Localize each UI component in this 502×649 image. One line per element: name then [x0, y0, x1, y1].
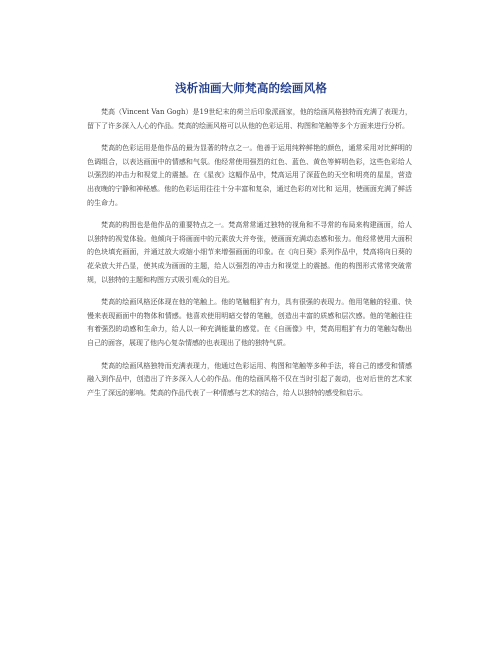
- paragraph-2: 梵高的色彩运用是他作品的最为显著的特点之一。他善于运用纯粹鲜艳的颜色，通常采用对比鲜明的色调组合，以表达画面中的情感和气氛。他经常使用强烈的红色、蓝色、黄色等鲜明色彩，这些色彩给人以强烈的冲击力和视觉上的震撼。在《星夜》这幅作品中，梵高运用了深蓝色的天空和明亮的星星，营造出夜晚的宁静和神秘感。他的色彩运用往往十分丰富和复杂，通过色彩的对比和 运用，使画面充满了鲜活的生命力。: [87, 144, 412, 207]
- paragraph-4: 梵高的绘画风格还体现在他的笔触上。他的笔触粗犷有力，具有很强的表现力。他用笔触的轻重、快慢来表现画面中的物体和情感。他喜欢使用明暗交替的笔触，创造出丰富的质感和层次感。他的笔触往往有着强烈的动感和生命力，给人以一种充满能量的感觉。在《自画像》中，梵高用粗犷有力的笔触勾勒出自己的面容，展现了他内心复杂情感的也表现出了他的独特气质。: [87, 298, 412, 347]
- paragraph-1: 梵高（Vincent Van Gogh）是19世纪末的荷兰后印象派画家，他的绘画风格独特而充满了表现力，留下了许多深入人心的作品。梵高的绘画风格可以从他的色彩运用、构图和笔触等多个方面来进行分析。: [87, 108, 412, 130]
- document-body: [87, 106, 412, 409]
- paragraph-3: 梵高的构图也是他作品的重要特点之一。梵高常常通过独特的视角和不寻常的布局来构建画面，给人以独特的视觉体验。他倾向于将画面中的元素放大并夸张，使画面充满动态感和张力。他经常使用大面积的色块填充画面，并通过放大或缩小细节来增强画面的印象。在《向日葵》系列作品中，梵高将向日葵的花朵放大并凸显，使其成为画面的主题，给人以强烈的冲击力和视觉上的震撼。他的构图形式常常突破常规，以独特的主题和构图方式吸引观众的目光。: [87, 221, 412, 284]
- document-title: 浅析油画大师梵高的绘画风格: [174, 81, 328, 95]
- paragraph-5: 梵高的绘画风格独特而充满表现力，他通过色彩运用、构图和笔触等多种手法，将自己的感受和情感融入到作品中，创造出了许多深入人心的作品。他的绘画风格不仅在当时引起了轰动，也对后世的艺术家产生了深远的影响。梵高的作品代表了一种情感与艺术的结合，给人以独特的感受和启示。: [87, 361, 412, 397]
